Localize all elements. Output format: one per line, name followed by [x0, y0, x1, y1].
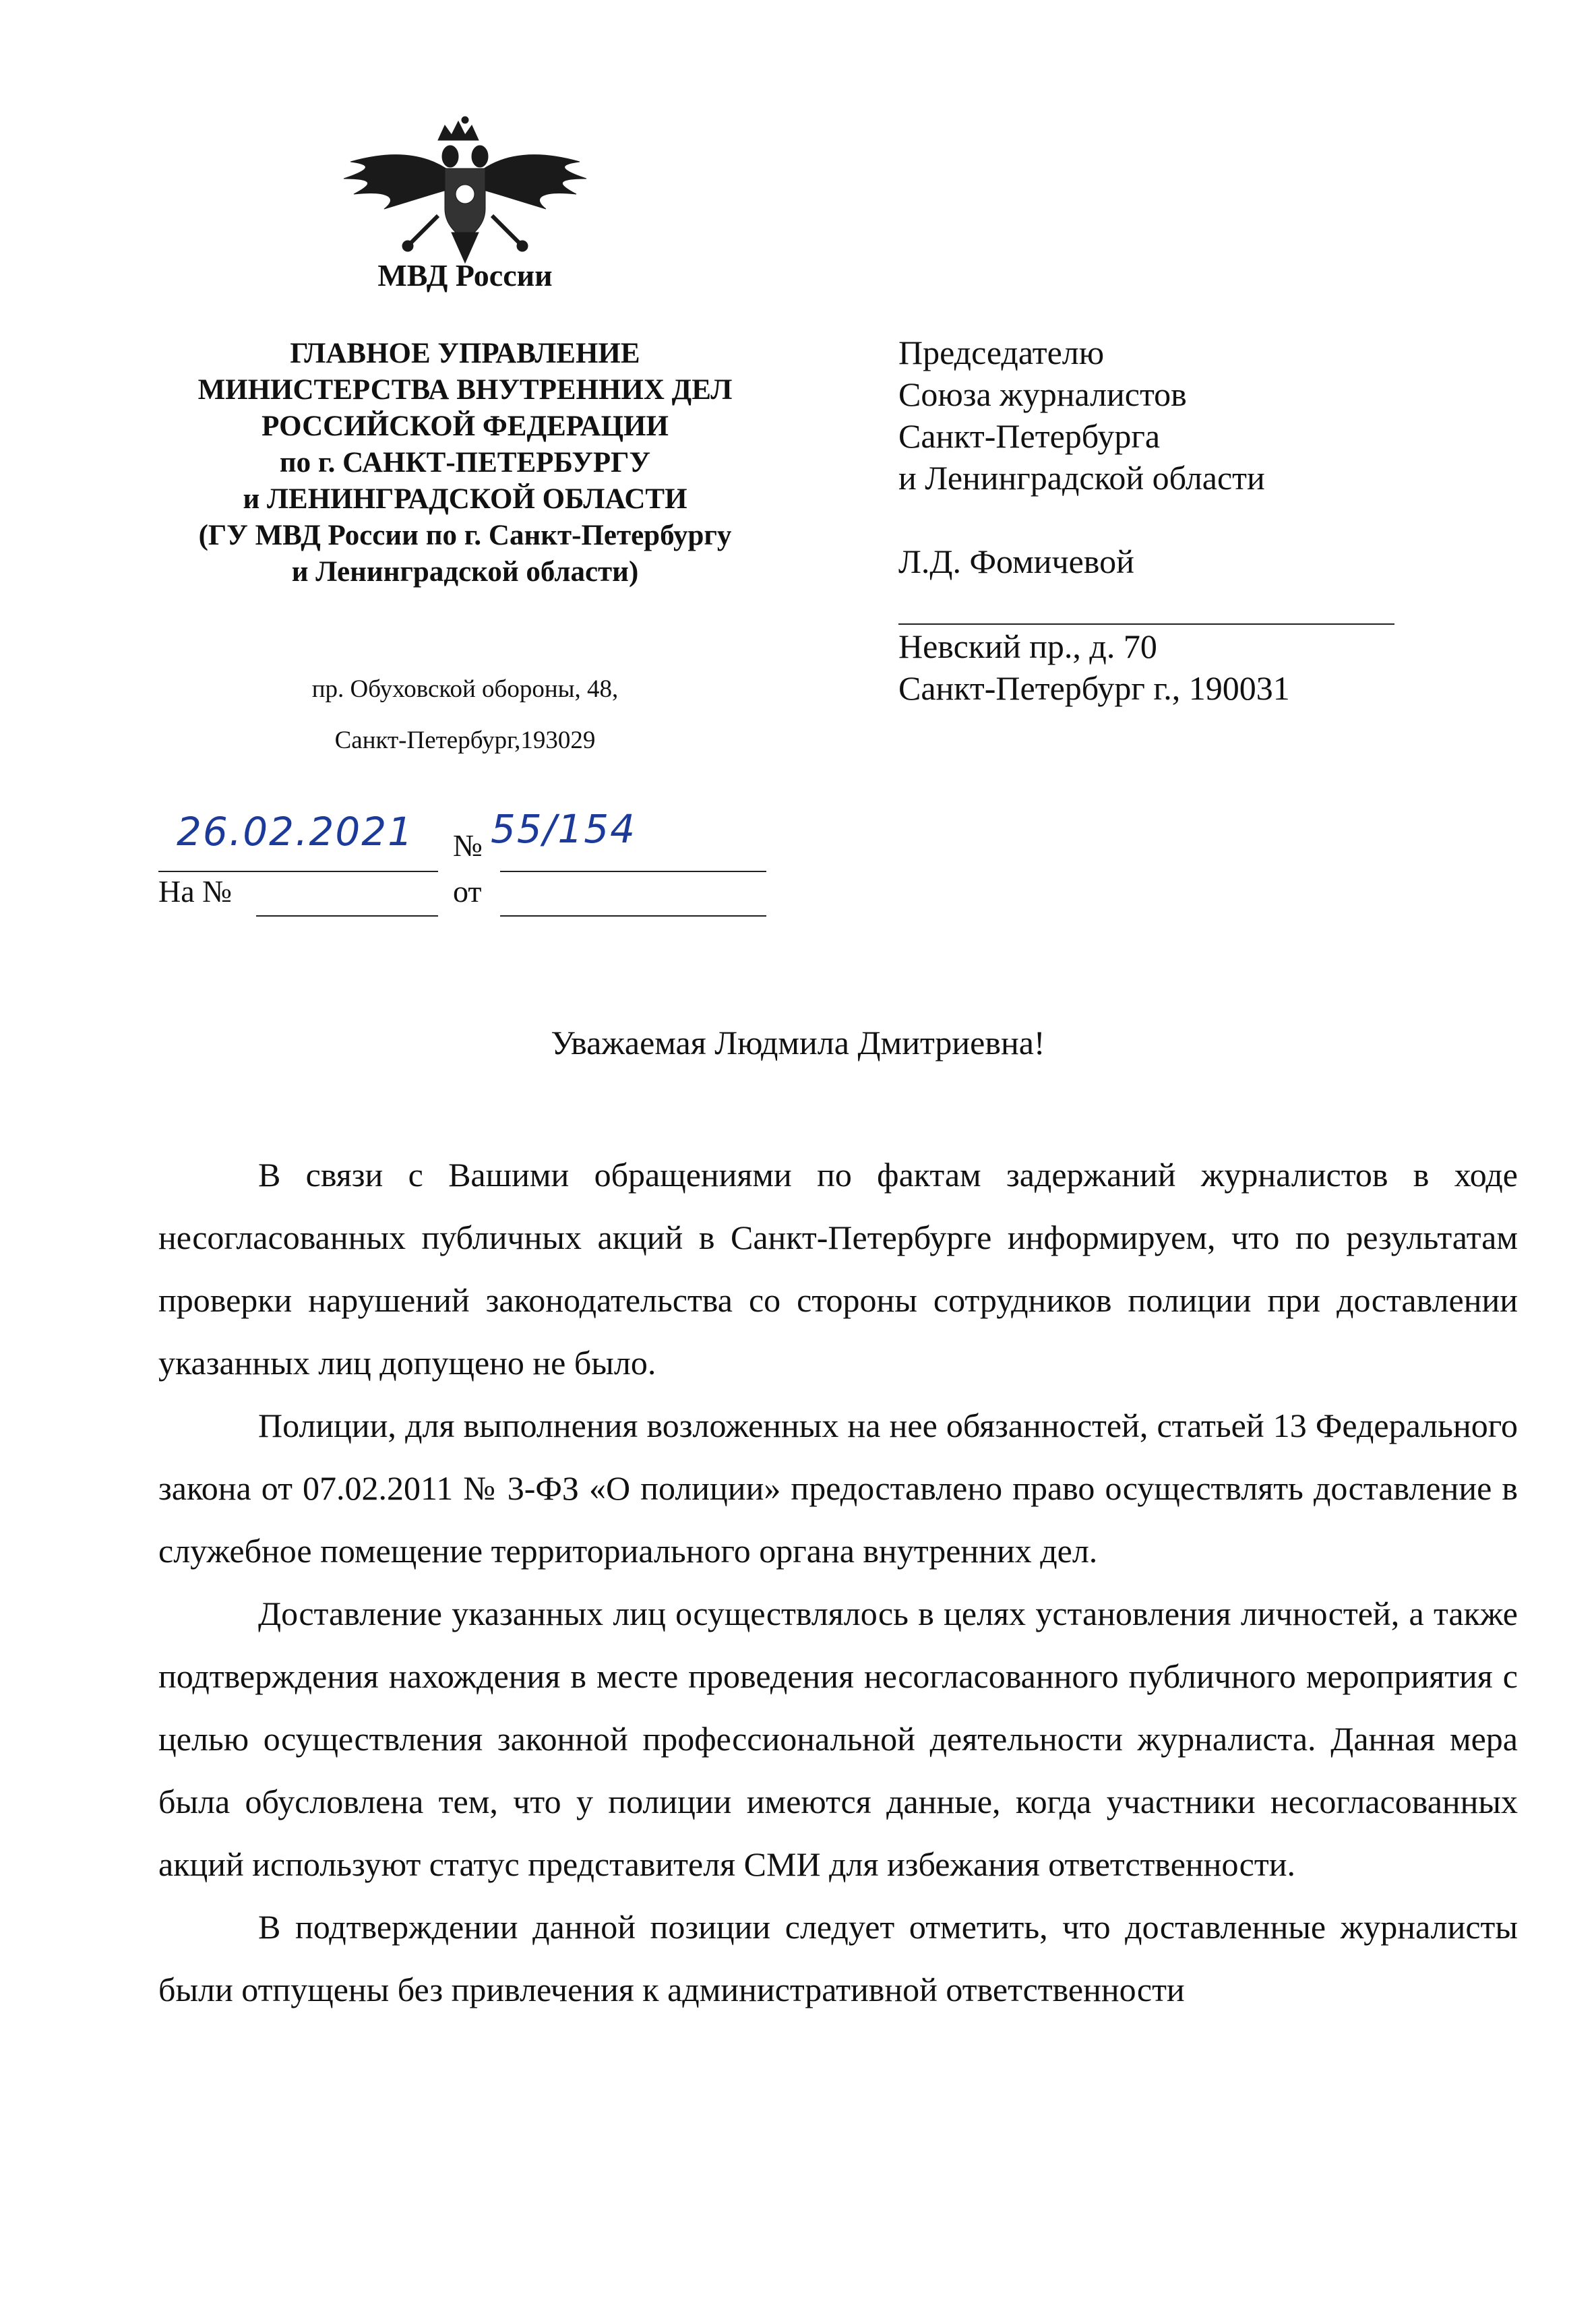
body-paragraph: В подтверждении данной позиции следует отметить, что доставленные журналисты были отпущены без привлечения к административной ответственности	[158, 1908, 1518, 2008]
sender-address	[202, 674, 728, 776]
recipient-line: Председателю	[898, 334, 1105, 371]
recipient-address-line: Санкт-Петербург г., 190031	[898, 669, 1290, 707]
org-line: и Ленинградской области)	[291, 556, 639, 588]
org-line: РОССИЙСКОЙ ФЕДЕРАЦИИ	[262, 410, 669, 442]
body-paragraph: Доставление указанных лиц осуществлялось в целях установления личностей, а также подтверждения нахождения в месте проведения несогласованного публичного мероприятия с целью осуществления законной профессиональной деятельности журналиста. Данная мера была обусловлена тем, что у полиции имеются данные, когда участники несогласованных акций используют статус представителя СМИ для избежания ответственности.	[158, 1595, 1518, 1883]
recipient-line: Союза журналистов	[898, 375, 1187, 413]
recipient-name: Л.Д. Фомичевой	[898, 543, 1134, 580]
recipient-address-line: Невский пр., д. 70	[898, 627, 1157, 665]
number-label: №	[453, 828, 483, 863]
sender-address-line: Санкт-Петербург,193029	[334, 727, 596, 754]
number-line	[500, 871, 766, 872]
body-paragraph: Полиции, для выполнения возложенных на нее обязанностей, статьей 13 Федерального закона от 07.02.2011 № 3-ФЗ «О полиции» предоставлено право осуществлять доставление в служебное помещение территориального органа внутренних дел.	[158, 1407, 1518, 1570]
on-number-line	[256, 915, 438, 917]
ministry-name: МВД России	[377, 258, 553, 293]
on-number-label: На №	[158, 874, 233, 909]
recipient-block	[898, 332, 1438, 582]
organization-name	[128, 336, 802, 590]
from-line	[500, 915, 766, 917]
handwritten-date: 26.02.2021	[177, 809, 415, 855]
recipient-line: и Ленинградской области	[898, 459, 1265, 497]
body-paragraph: В связи с Вашими обращениями по фактам задержаний журналистов в ходе несогласованных публичных акций в Санкт-Петербурге информируем, что по результатам проверки нарушений законодательства со стороны сотрудников полиции при доставлении указанных лиц допущено не было.	[158, 1156, 1518, 1382]
handwritten-number: 55/154	[491, 806, 637, 852]
eagle-emblem-icon	[337, 115, 593, 276]
org-line: по г. САНКТ-ПЕТЕРБУРГУ	[279, 447, 651, 479]
from-label: от	[453, 874, 482, 909]
recipient-address	[898, 625, 1438, 709]
org-line: МИНИСТЕРСТВА ВНУТРЕННИХ ДЕЛ	[197, 374, 733, 406]
letter-body	[158, 1144, 1518, 2021]
org-line: ГЛАВНОЕ УПРАВЛЕНИЕ	[290, 338, 640, 369]
sender-address-line: пр. Обуховской обороны, 48,	[311, 675, 619, 703]
org-line: (ГУ МВД России по г. Санкт-Петербургу	[198, 520, 732, 551]
date-line	[158, 871, 438, 872]
recipient-line: Санкт-Петербурга	[898, 417, 1161, 455]
recipient-divider	[898, 623, 1394, 625]
org-line: и ЛЕНИНГРАДСКОЙ ОБЛАСТИ	[243, 483, 687, 515]
greeting: Уважаемая Людмила Дмитриевна!	[551, 1024, 1045, 1062]
